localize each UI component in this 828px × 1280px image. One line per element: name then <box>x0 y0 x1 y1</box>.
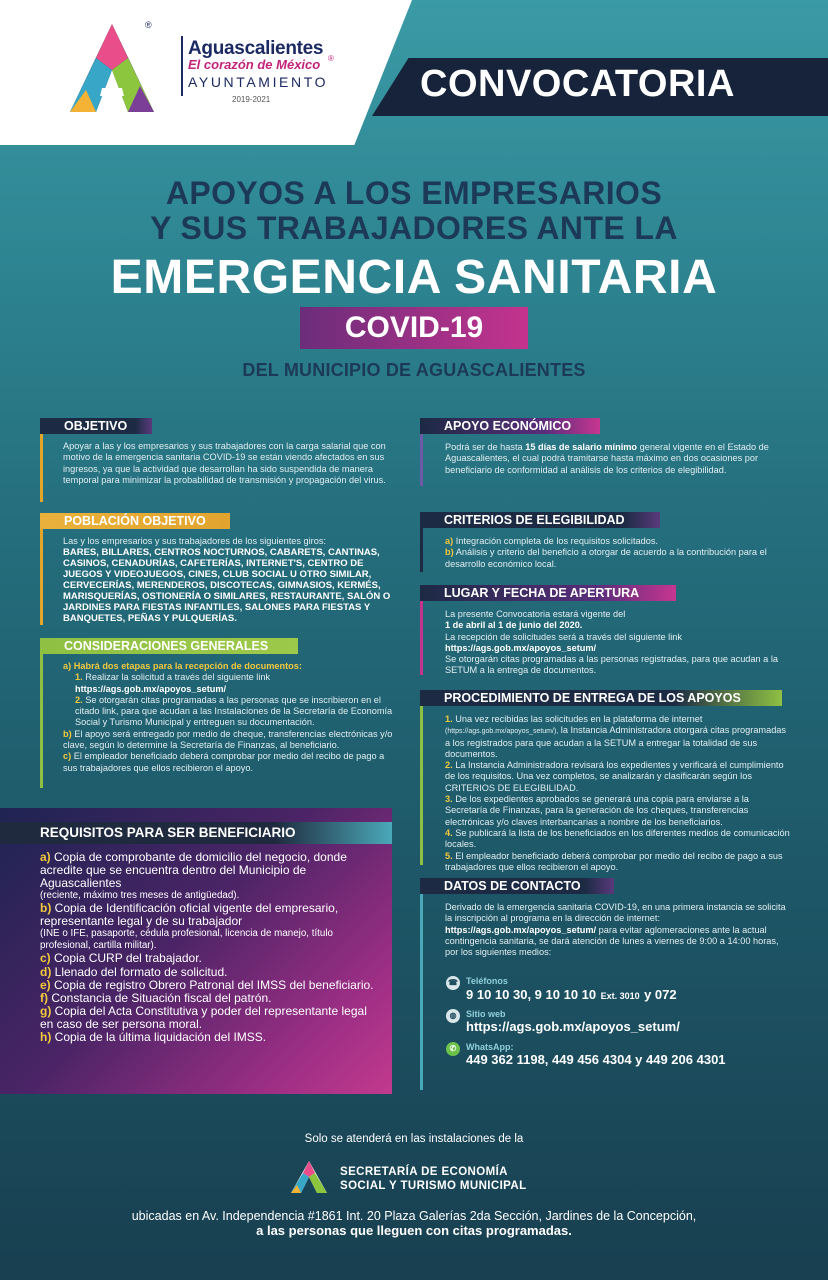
req-item-a <box>40 851 380 890</box>
consideraciones-a: a) Habrá dos etapas para la recepción de documentos: <box>63 661 302 671</box>
tagline-registered-mark: ® <box>328 54 334 63</box>
req-text: Constancia de Situación fiscal del patrón. <box>51 990 272 1005</box>
req-text: Copia CURP del trabajador. <box>54 951 202 966</box>
c-letter: c) <box>63 751 72 762</box>
lugar-line3: Se otorgarán citas programadas a las personas registradas, para que acudan a la SETUM a la entrega de documentos. <box>445 654 778 676</box>
contacto-link[interactable]: https://ags.gob.mx/apoyos_setum/ <box>445 924 597 935</box>
consideraciones-block <box>63 661 393 774</box>
req-text: Llenado del formato de solicitud. <box>54 964 228 979</box>
a1-number: 1. <box>75 672 83 683</box>
section-accent-line <box>40 638 43 788</box>
section-accent-line <box>40 513 43 625</box>
proc-text: La Instancia Administradora revisará los expedientes y verificará el cumplimiento de los requisitos. Una vez completos, se analizarán y clasificarán según los CRITERIOS DE ELEGIBILIDAD. <box>445 760 784 793</box>
lugar-block <box>445 609 790 677</box>
phone-icon: ☎ <box>446 976 460 990</box>
tel-numbers: 9 10 10 30, 9 10 10 10 <box>466 987 597 1002</box>
title-line-1: APOYOS A LOS EMPRESARIOS <box>165 175 663 211</box>
b-text: El apoyo será entregado por medio de cheque, transferencias electrónicas y/o clave, según lo determine la Secretaría de Finanzas, al beneficiario. <box>63 728 393 751</box>
brand-years: 2019-2021 <box>232 95 271 104</box>
contacto-heading: DATOS DE CONTACTO <box>420 878 614 894</box>
proc-num: 2. <box>445 760 453 771</box>
brand-name: Aguascalientes <box>188 38 324 59</box>
proc-num: 1. <box>445 714 453 724</box>
tel-numbers-b: y 072 <box>644 987 677 1002</box>
req-letter: d) <box>40 964 52 979</box>
req-letter: c) <box>40 951 51 966</box>
proc-step-4 <box>445 828 790 851</box>
criterio-text: Integración completa de los requisitos solicitados. <box>455 536 658 546</box>
req-item-g <box>40 1005 380 1031</box>
poblacion-intro: Las y los empresarios y sus trabajadores de los siguientes giros: <box>63 536 326 546</box>
req-letter: f) <box>40 990 48 1005</box>
objetivo-heading: OBJETIVO <box>40 418 152 434</box>
poblacion-giros: BARES, BILLARES, CENTROS NOCTURNOS, CABARETS, CANTINAS, CASINOS, CENADURÍAS, CAFETERÍAS, INTERNET'S, CENTRO DE JUEGOS Y VIDEOJUEGOS, CINES, CLUB SOCIAL U OTRO SIMILAR, CERVECERÍAS, MERENDEROS, DISCOTECAS, GIMNASIOS, KERMÉS, MARISQUERÍAS, OSTIONERÍA O SIMILARES, RESTAURANTE, SALÓN O JARDINES PARA FIESTAS INFANTILES, SALONES PARA FIESTAS Y BANQUETES, PEÑAS Y PULQUERÍAS. <box>63 547 391 625</box>
procedimiento-block <box>445 714 790 873</box>
logo-panel <box>0 0 412 145</box>
proc-text: El empleador beneficiado deberá comprobar por medio del recibo de pago a sus trabajadores que ellos recibieron el apoyo. <box>445 850 783 872</box>
poblacion-block <box>63 536 393 624</box>
proc-step-1 <box>445 714 790 760</box>
whatsapp-value: 449 362 1198, 449 456 4304 y 449 206 4301 <box>466 1052 726 1067</box>
proc-text: Se publicará la lista de los beneficiados en los diferentes medios de comunicación locales. <box>445 827 790 850</box>
req-note-a: (reciente, máximo tres meses de antigüedad). <box>40 890 240 902</box>
proc-step-5 <box>445 851 790 874</box>
brand-tagline: El corazón de México <box>188 57 321 72</box>
lugar-heading: LUGAR Y FECHA DE APERTURA <box>420 585 676 601</box>
apoyo-bold: 15 días de salario mínimo <box>525 442 638 452</box>
consideraciones-c <box>63 751 393 774</box>
secretaria-name-line-2: SOCIAL Y TURISMO MUNICIPAL <box>340 1180 527 1192</box>
lugar-line1: La presente Convocatoria estará vigente del <box>445 609 626 619</box>
req-letter: e) <box>40 977 51 992</box>
contacto-post: para evitar aglomeraciones ante la actual contingencia sanitaria, se dará atención de lunes a viernes de 9:00 a 14:00 horas, por los siguientes medios: <box>445 924 779 958</box>
req-item-b <box>40 902 380 928</box>
brand-divider <box>181 36 183 96</box>
web-value[interactable]: https://ags.gob.mx/apoyos_setum/ <box>466 1019 680 1034</box>
proc-num: 4. <box>445 827 453 838</box>
consideraciones-heading: CONSIDERACIONES GENERALES <box>40 638 298 654</box>
footer-address: ubicadas en Av. Independencia #1861 Int. 20 Plaza Galerías 2da Sección, Jardines de la Concepción, <box>131 1209 697 1223</box>
b-letter: b) <box>63 728 72 739</box>
brand-unit: AYUNTAMIENTO <box>188 74 329 90</box>
lugar-link[interactable]: https://ags.gob.mx/apoyos_setum/ <box>445 642 597 653</box>
criterio-letter: a) <box>445 536 454 546</box>
whatsapp-icon: ✆ <box>446 1042 460 1056</box>
requisitos-heading: REQUISITOS PARA SER BENEFICIARIO <box>40 825 296 840</box>
a1-link[interactable]: https://ags.gob.mx/apoyos_setum/ <box>75 683 227 694</box>
municipio-subtitle: DEL MUNICIPIO DE AGUASCALIENTES <box>242 360 586 380</box>
aguascalientes-logo-icon <box>66 20 158 116</box>
proc-step-2 <box>445 760 790 794</box>
registered-mark: ® <box>145 20 152 30</box>
req-letter: a) <box>40 850 51 864</box>
whatsapp-label: WhatsApp: <box>466 1042 514 1052</box>
tel-ext: Ext. 3010 <box>600 991 640 1001</box>
poblacion-heading: POBLACIÓN OBJETIVO <box>40 513 230 529</box>
proc-text: De los expedientes aprobados se generará una copia para enviarse a la Secretaría de Finanzas, para la generación de los cheques, transferencias electrónicas y/o claves interbancarias a nombre de los beneficiarios. <box>445 794 749 827</box>
apoyo-heading: APOYO ECONÓMICO <box>420 418 600 434</box>
criterio-a <box>445 536 790 547</box>
footer-intro: Solo se atenderá en las instalaciones de la <box>304 1133 524 1145</box>
proc-link: (https://ags.gob.mx/apoyos_setum/), <box>445 728 559 736</box>
a2-number: 2. <box>75 694 83 705</box>
a1-text: Realizar la solicitud a través del siguiente link <box>85 672 271 683</box>
apoyo-text <box>445 442 785 476</box>
apoyo-post: general vigente en el Estado de Aguascalientes, el cual podrá tramitarse hasta máximo en dos ocasiones por beneficiario de conformidad al análisis de los criterios de elegibilidad. <box>445 442 769 475</box>
req-text: Copia del Acta Constitutiva y poder del representante legal en caso de ser persona moral. <box>40 1003 367 1031</box>
tel-value <box>466 986 677 1004</box>
req-item-h <box>40 1031 380 1044</box>
tel-label: Teléfonos <box>466 976 508 986</box>
proc-num: 5. <box>445 850 453 861</box>
consideraciones-a1 <box>63 672 393 683</box>
req-text: Copia de registro Obrero Patronal del IMSS del beneficiario. <box>54 977 374 992</box>
proc-text: Una vez recibidas las solicitudes en la plataforma de internet <box>455 714 703 724</box>
secretaria-logo-icon <box>290 1160 328 1194</box>
proc-step-3 <box>445 794 790 828</box>
consideraciones-b <box>63 729 393 752</box>
req-text: Copia de la última liquidación del IMSS. <box>54 1030 267 1045</box>
lugar-dates: 1 de abril al 1 de junio del 2020. <box>445 620 583 631</box>
title-line-3: EMERGENCIA SANITARIA <box>110 251 718 304</box>
criterio-text: Análisis y criterio del beneficio a otorgar de acuerdo a la contribución para el desarrollo económico local. <box>445 547 767 569</box>
req-letter: g) <box>40 1003 52 1018</box>
req-letter: h) <box>40 1030 52 1045</box>
section-accent-line <box>420 878 423 1090</box>
footer-note: a las personas que lleguen con citas programadas. <box>256 1223 572 1238</box>
c-text: El empleador beneficiado deberá comprobar por medio del recibo de pago a sus trabajadores que ellos recibieron el apoyo. <box>63 751 385 773</box>
apoyo-pre: Podrá ser de hasta <box>445 442 523 452</box>
criterio-b <box>445 547 790 570</box>
secretaria-name-line-1: SECRETARÍA DE ECONOMÍA <box>340 1166 508 1178</box>
req-note-b: (INE o IFE, pasaporte, cédula profesional, licencia de manejo, título profesional, cartilla militar). <box>40 928 333 952</box>
a2-text: Se otorgarán citas programadas a las personas que se inscribieron en el citado link, para que acudan a las Instalaciones de la Secretaría de Economía Social y Turismo Municipal y entreguen su documentación. <box>75 694 393 728</box>
convocatoria-title: CONVOCATORIA <box>420 63 735 105</box>
objetivo-text: Apoyar a las y los empresarios y sus trabajadores con la carga salarial que con motivo de la emergencia sanitaria COVID-19 se están viendo afectados en sus ingresos, ya que la actividad que desarrollan ha sido suspendida de manera temporal para minimizar la probabilidad de transmisión y propagación del virus. <box>63 441 386 485</box>
req-text: Copia de Identificación oficial vigente del empresario, representante legal y de su trabajador <box>40 901 339 929</box>
consideraciones-a2 <box>63 695 393 729</box>
requisitos-list <box>40 851 380 1044</box>
covid-badge-text: COVID-19 <box>344 311 484 344</box>
req-text: Copia de comprobante de domicilio del negocio, donde acredite que se encuentra dentro del Municipio de Aguascalientes <box>40 850 347 891</box>
contacto-block <box>445 902 790 958</box>
proc-text: la Instancia Administradora otorgará citas programadas a los registrados para que acudan a la SETUM a entregar la totalidad de sus documentos. <box>445 725 787 759</box>
proc-num: 3. <box>445 794 453 805</box>
procedimiento-heading: PROCEDIMIENTO DE ENTREGA DE LOS APOYOS <box>420 690 782 706</box>
lugar-line2: La recepción de solicitudes será a través del siguiente link <box>445 631 682 642</box>
criterios-block <box>445 536 790 570</box>
criterio-letter: b) <box>445 547 454 558</box>
criterios-heading: CRITERIOS DE ELEGIBILIDAD <box>420 512 660 528</box>
title-line-2: Y SUS TRABAJADORES ANTE LA <box>150 210 678 246</box>
web-label: Sitio web <box>466 1009 506 1019</box>
globe-icon: ◍ <box>446 1009 460 1023</box>
contacto-pre: Derivado de la emergencia sanitaria COVID-19, en una primera instancia se solicita la inscripción al programa en la dirección de internet: <box>445 902 786 924</box>
section-accent-line <box>420 690 423 865</box>
req-letter: b) <box>40 901 52 916</box>
